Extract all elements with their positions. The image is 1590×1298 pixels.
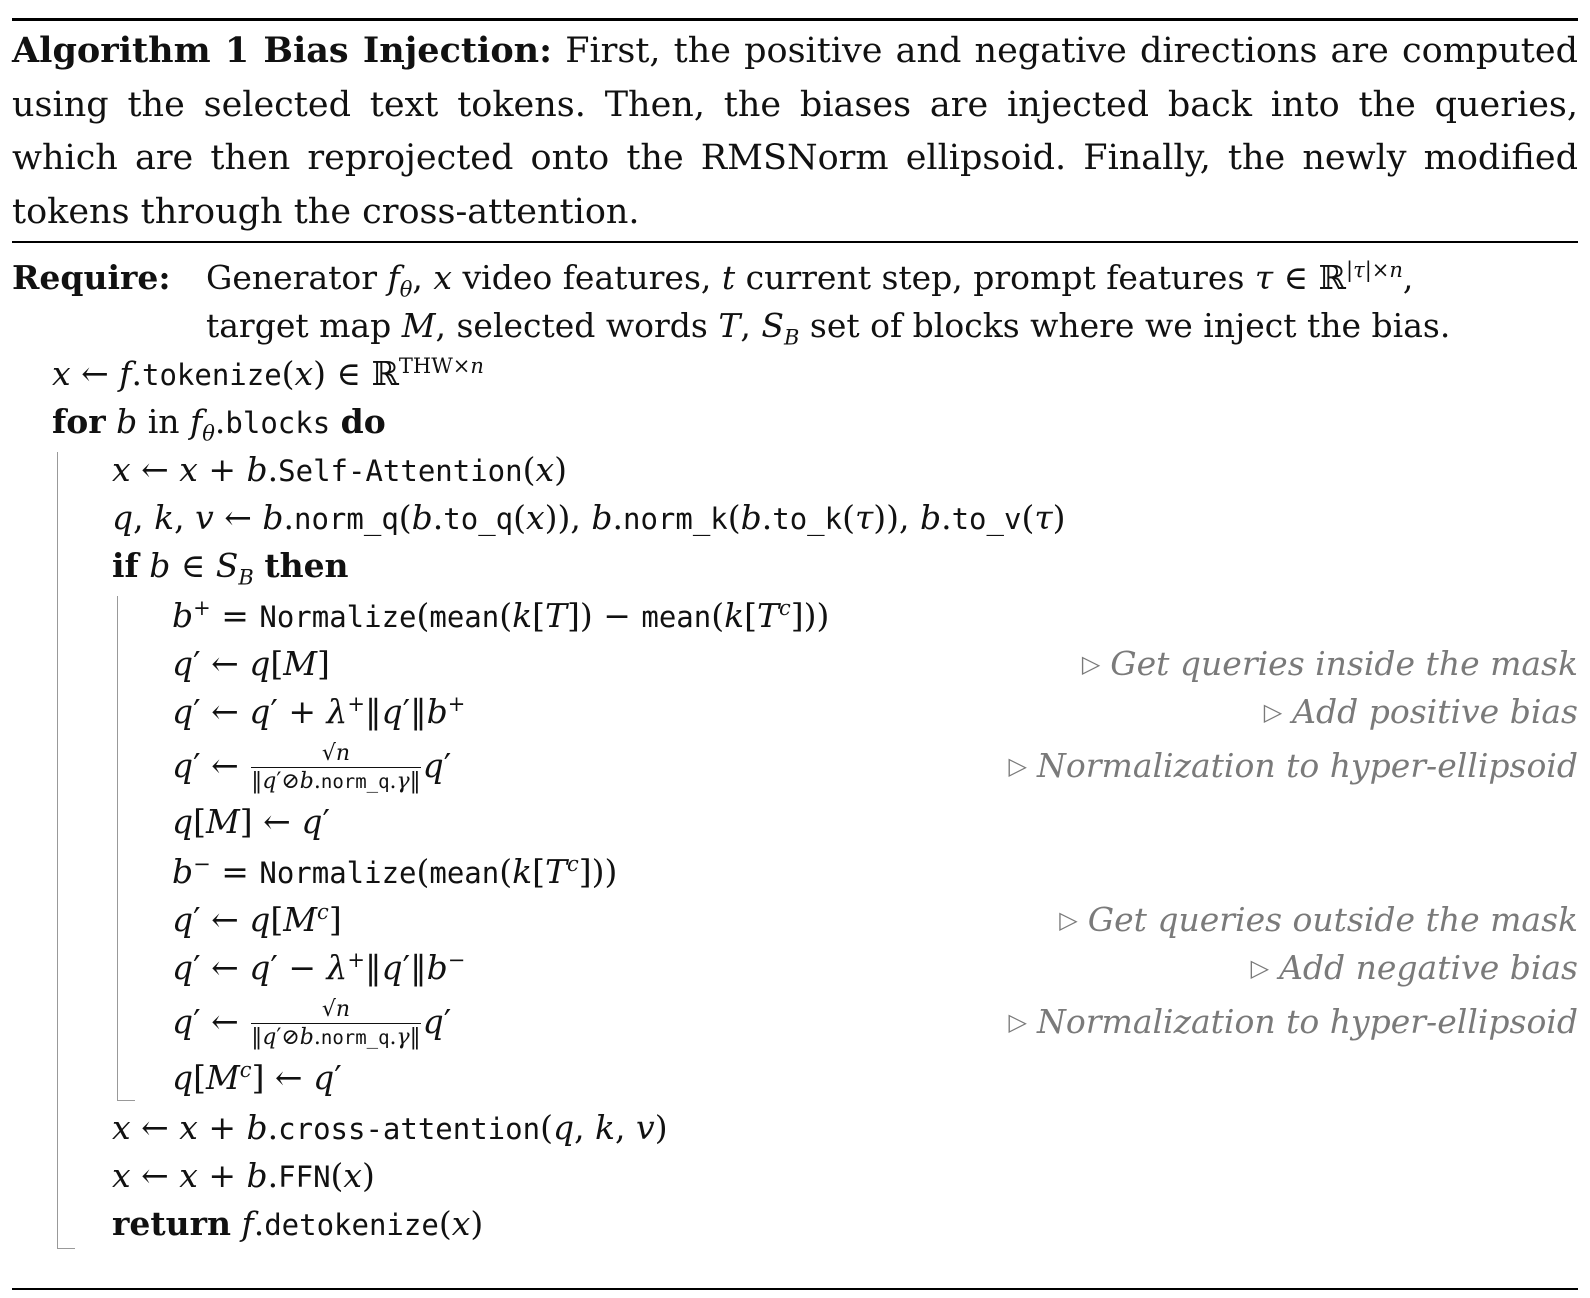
mid-rule — [12, 241, 1578, 243]
comment-pos-bias: ▷ Add positive bias — [1263, 692, 1578, 731]
algo-line-bplus: b+ = Normalize(mean(k[T]) − $mean(k[T^c])$) — [172, 596, 830, 635]
algo-line-assign1: q[M] ← q′ — [172, 802, 330, 841]
algo-line-norm1: q′ ← $\frac{√n}{\text{‖q′⊘b.norm\_q.γ‖}}$ q′ — [172, 741, 452, 794]
algorithm-caption — [12, 24, 1578, 239]
bottom-rule — [12, 1288, 1578, 1290]
algo-line-cross-attn: x ← x + b.cross-attention(q, k, v) — [112, 1108, 668, 1147]
comment-inside-mask: ▷ Get queries inside the mask — [1081, 644, 1578, 683]
if-scope-bar — [117, 596, 118, 1100]
algo-line-for: for b in $f_\theta.blocks$ do — [52, 402, 386, 446]
algo-line-addpos: q′ ← q′ + λ+‖q′‖b+ — [172, 692, 466, 731]
algo-line-self-attn: x ← x + b.Self-Attention(x) — [112, 450, 567, 489]
require-line-2: target map M, selected words T, $S_B$ set of blocks where we inject the bias. — [206, 306, 1451, 350]
algo-line-norm2: q′ ← $\frac{√n}{\text{‖q′⊘b.norm\_q.γ‖}}$ q′ — [172, 997, 452, 1050]
comment-triangle-icon: ▷ — [1081, 650, 1101, 678]
if-scope-foot — [117, 1100, 135, 1101]
require-line-1: Generator $f_\theta$, x video features, t current step, prompt features τ ∈ ℝ$^{|\tau|\times n}$, — [206, 258, 1414, 302]
comment-outside-mask: ▷ Get queries outside the mask — [1059, 900, 1578, 939]
for-scope-foot — [57, 1248, 75, 1249]
algo-line-addneg: q′ ← q′ − λ+‖q′‖b− — [172, 948, 466, 987]
algo-line-qmaskc: q′ ← $q[M^c]$ — [172, 900, 342, 939]
algo-line-bminus: $b^- = Normalize(mean(k[T^c]))$ — [172, 852, 618, 891]
algo-line-assign2: $q[M^c]$ ← q′ — [172, 1058, 342, 1097]
comment-norm-1: ▷ Normalization to hyper-ellipsoid — [1008, 746, 1578, 785]
comment-triangle-icon: ▷ — [1008, 752, 1028, 780]
top-rule — [12, 18, 1578, 21]
algorithm-label: Algorithm 1 Bias Injection: — [12, 30, 553, 71]
caption-text: First, the positive and negative directions are computed using the selected text tokens. Then, the biases are injected back into the queries, which are then reprojected onto the RMSNorm ellipsoid. Finally, the newly modified tokens through the cross-attention. — [12, 31, 1578, 232]
require-label: Require: — [12, 258, 171, 297]
comment-triangle-icon: ▷ — [1250, 954, 1270, 982]
algo-line-qmask: q′ ← q[M] — [172, 644, 330, 683]
algo-line-if: if b ∈ $S_B$ then — [112, 546, 349, 590]
for-scope-bar — [57, 452, 58, 1248]
comment-triangle-icon: ▷ — [1008, 1008, 1028, 1036]
comment-triangle-icon: ▷ — [1059, 906, 1078, 934]
fraction: $\frac{√n}{\text{‖q′⊘b.norm\_q.γ‖}}$ — [251, 997, 421, 1050]
algo-line-ffn: x ← x + b.FFN(x) — [112, 1156, 375, 1195]
comment-neg-bias: ▷ Add negative bias — [1250, 948, 1578, 987]
algo-line-qkv: q, k, v ← b.norm_q(b.to_q(x)), b.norm_k(b.to_k(τ)), b.to_v(τ) — [112, 498, 1066, 537]
comment-norm-2: ▷ Normalization to hyper-ellipsoid — [1008, 1002, 1578, 1041]
fraction: $\frac{√n}{\text{‖q′⊘b.norm\_q.γ‖}}$ — [251, 741, 421, 794]
comment-triangle-icon: ▷ — [1263, 698, 1283, 726]
algo-line-return: return f.detokenize(x) — [112, 1204, 484, 1243]
algo-line-tokenize: x ← f.tokenize(x) ∈ ℝ$^{THW\times n}$ — [52, 354, 484, 393]
